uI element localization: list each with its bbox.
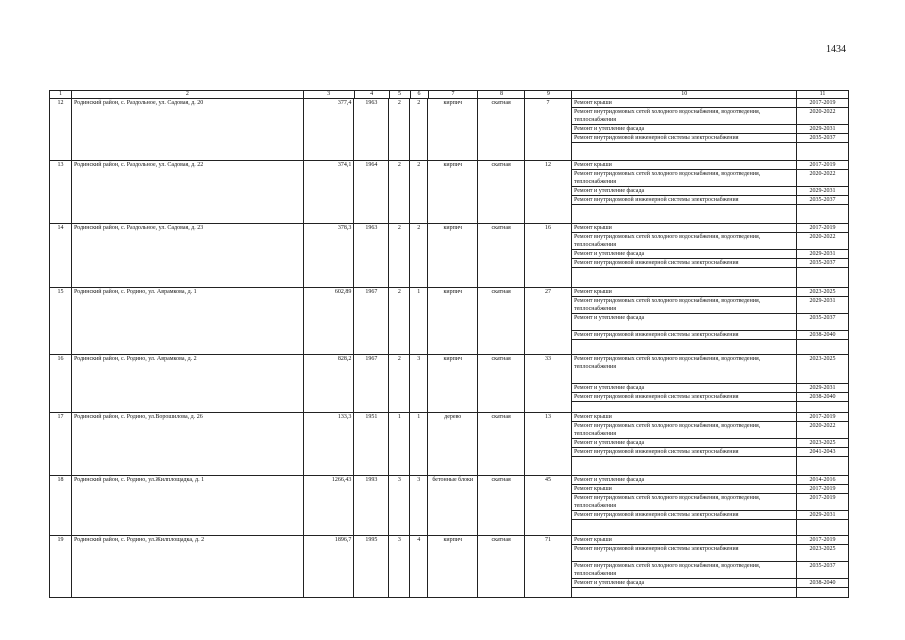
work-period: 2023-2025: [797, 355, 849, 384]
work-period: 2029-2031: [797, 511, 849, 520]
work-item: [572, 224, 849, 233]
year-built-cell: 1964: [354, 161, 389, 224]
work-period: 2020-2022: [797, 233, 849, 250]
residents-cell: 16: [525, 224, 572, 288]
header-cell: 11: [797, 91, 849, 99]
entrances-cell: 1: [410, 413, 428, 476]
roof-type-cell: скатная: [478, 99, 525, 161]
work-period: 2017-2019: [797, 161, 849, 170]
work-period: 2023-2025: [797, 545, 849, 562]
blank-spacer: [572, 340, 849, 355]
residents-cell: 45: [525, 476, 572, 536]
work-item: [572, 250, 849, 259]
works-list: [572, 536, 849, 598]
blank-spacer: [572, 268, 849, 288]
work-item: [572, 187, 849, 196]
floors-cell: 2: [389, 161, 410, 224]
work-item: [572, 579, 849, 588]
table-row: [50, 476, 849, 536]
work-type: Ремонт крыши: [572, 485, 797, 494]
work-type: Ремонт и утепление фасада: [572, 579, 797, 588]
work-item: [572, 134, 849, 143]
work-item: [572, 494, 849, 511]
row-number: 18: [50, 476, 72, 536]
work-type: Ремонт внутридомовой инженерной системы электроснабжения: [572, 448, 797, 457]
header-cell: 5: [390, 91, 411, 99]
residents-cell: 71: [525, 536, 572, 598]
area-cell: 378,3: [304, 224, 355, 288]
address-cell: Родинский район, с. Раздольное, ул. Садовая, д. 23: [72, 224, 304, 288]
wall-material-cell: бетонные блоки: [428, 476, 478, 536]
work-type: Ремонт и утепление фасада: [572, 476, 797, 485]
blank-spacer: [572, 205, 849, 224]
floors-cell: 3: [389, 536, 410, 598]
works-list: [572, 288, 849, 355]
work-type: Ремонт внутридомовых сетей холодного водоснабжения, водоотведения, теплоснабжения: [572, 494, 797, 511]
work-item: [572, 331, 849, 340]
work-item: [572, 545, 849, 562]
work-period: 2020-2022: [797, 108, 849, 125]
address-cell: Родинский район, с. Родино, ул. Аврамкова, д. 1: [72, 288, 304, 355]
area-cell: 1896,7: [304, 536, 355, 598]
year-built-cell: 1967: [354, 288, 389, 355]
year-built-cell: 1963: [354, 224, 389, 288]
work-type: Ремонт внутридомовых сетей холодного водоснабжения, водоотведения, теплоснабжения: [572, 297, 797, 314]
table-row: [50, 161, 849, 224]
work-type: Ремонт внутридомовых сетей холодного водоснабжения, водоотведения, теплоснабжения: [572, 562, 797, 579]
work-type: Ремонт внутридомовой инженерной системы электроснабжения: [572, 196, 797, 205]
roof-type-cell: скатная: [478, 224, 525, 288]
work-item: [572, 485, 849, 494]
works-list: [572, 224, 849, 288]
floors-cell: 2: [389, 99, 410, 161]
roof-type-cell: скатная: [478, 355, 525, 413]
floors-cell: 2: [389, 288, 410, 355]
work-period: 2023-2025: [797, 288, 849, 297]
work-period: 2035-2037: [797, 562, 849, 579]
work-period: 2029-2031: [797, 187, 849, 196]
work-period: 2017-2019: [797, 494, 849, 511]
address-cell: Родинский район, с. Родино, ул.Жилплощадка, д. 1: [72, 476, 304, 536]
work-item: [572, 562, 849, 579]
entrances-cell: 2: [410, 99, 428, 161]
work-item: [572, 125, 849, 134]
work-period: 2041-2043: [797, 448, 849, 457]
entrances-cell: 3: [410, 476, 428, 536]
area-cell: 374,1: [304, 161, 355, 224]
wall-material-cell: кирпич: [428, 224, 478, 288]
works-list: [572, 476, 849, 536]
area-cell: 133,3: [304, 413, 355, 476]
work-type: Ремонт внутридомовой инженерной системы электроснабжения: [572, 511, 797, 520]
works-list: [572, 355, 849, 413]
work-type: Ремонт крыши: [572, 536, 797, 545]
work-period: 2029-2031: [797, 384, 849, 393]
work-period: 2029-2031: [797, 297, 849, 314]
year-built-cell: 1993: [354, 476, 389, 536]
header-cell: 6: [411, 91, 429, 99]
work-period: 2023-2025: [797, 439, 849, 448]
residents-cell: 33: [525, 355, 572, 413]
year-built-cell: 1995: [354, 536, 389, 598]
work-item: [572, 233, 849, 250]
residents-cell: 7: [525, 99, 572, 161]
work-type: Ремонт крыши: [572, 224, 797, 233]
wall-material-cell: кирпич: [428, 161, 478, 224]
work-period: 2017-2019: [797, 413, 849, 422]
work-period: 2035-2037: [797, 196, 849, 205]
work-type: Ремонт и утепление фасада: [572, 187, 797, 196]
work-type: Ремонт и утепление фасада: [572, 314, 797, 331]
work-item: [572, 161, 849, 170]
blank-spacer: [572, 457, 849, 476]
repair-schedule-table: [49, 90, 849, 598]
work-period: 2029-2031: [797, 125, 849, 134]
work-item: [572, 288, 849, 297]
work-item: [572, 384, 849, 393]
year-built-cell: 1951: [354, 413, 389, 476]
work-period: 2020-2022: [797, 422, 849, 439]
work-type: Ремонт крыши: [572, 99, 797, 108]
work-type: Ремонт внутридомовых сетей холодного водоснабжения, водоотведения, теплоснабжения: [572, 355, 797, 384]
floors-cell: 1: [389, 413, 410, 476]
work-type: Ремонт внутридомовых сетей холодного водоснабжения, водоотведения, теплоснабжения: [572, 233, 797, 250]
entrances-cell: 2: [410, 161, 428, 224]
work-item: [572, 314, 849, 331]
wall-material-cell: кирпич: [428, 99, 478, 161]
row-number: 14: [50, 224, 72, 288]
table-row: [50, 413, 849, 476]
wall-material-cell: кирпич: [428, 536, 478, 598]
works-list: [572, 413, 849, 476]
address-cell: Родинский район, с. Раздольное, ул. Садовая, д. 22: [72, 161, 304, 224]
work-item: [572, 297, 849, 314]
address-cell: Родинский район, с. Родино, ул. Аврамкова, д. 2: [72, 355, 304, 413]
wall-material-cell: дерево: [428, 413, 478, 476]
header-cell: 3: [304, 91, 355, 99]
work-period: 2038-2040: [797, 393, 849, 402]
address-cell: Родинский район, с. Раздольное, ул. Садовая, д. 20: [72, 99, 304, 161]
work-item: [572, 413, 849, 422]
work-period: 2020-2022: [797, 170, 849, 187]
area-cell: 602,89: [304, 288, 355, 355]
roof-type-cell: скатная: [478, 288, 525, 355]
row-number: 19: [50, 536, 72, 598]
row-number: 13: [50, 161, 72, 224]
work-type: Ремонт крыши: [572, 161, 797, 170]
wall-material-cell: кирпич: [428, 355, 478, 413]
header-cell: 4: [355, 91, 390, 99]
work-type: Ремонт и утепление фасада: [572, 250, 797, 259]
work-type: Ремонт и утепление фасада: [572, 125, 797, 134]
blank-spacer: [572, 520, 849, 536]
area-cell: 828,2: [304, 355, 355, 413]
work-type: Ремонт внутридомовой инженерной системы электроснабжения: [572, 545, 797, 562]
work-item: [572, 511, 849, 520]
work-item: [572, 393, 849, 402]
work-item: [572, 355, 849, 384]
header-cell: 7: [429, 91, 479, 99]
row-number: 12: [50, 99, 72, 161]
work-type: Ремонт внутридомовых сетей холодного водоснабжения, водоотведения, теплоснабжения: [572, 108, 797, 125]
page-number: 1434: [826, 44, 846, 55]
work-period: 2017-2019: [797, 99, 849, 108]
table-row: [50, 99, 849, 161]
floors-cell: 2: [389, 224, 410, 288]
wall-material-cell: кирпич: [428, 288, 478, 355]
work-type: Ремонт внутридомовой инженерной системы электроснабжения: [572, 393, 797, 402]
work-item: [572, 99, 849, 108]
work-item: [572, 439, 849, 448]
work-period: 2017-2019: [797, 224, 849, 233]
work-period: 2017-2019: [797, 536, 849, 545]
work-type: Ремонт и утепление фасада: [572, 439, 797, 448]
blank-spacer: [572, 402, 849, 413]
header-cell: 10: [572, 91, 797, 99]
work-item: [572, 422, 849, 439]
work-type: Ремонт внутридомовой инженерной системы электроснабжения: [572, 331, 797, 340]
year-built-cell: 1963: [354, 99, 389, 161]
row-number: 16: [50, 355, 72, 413]
work-period: 2035-2037: [797, 314, 849, 331]
address-cell: Родинский район, с. Родино, ул.Ворошилова, д. 26: [72, 413, 304, 476]
entrances-cell: 3: [410, 355, 428, 413]
floors-cell: 3: [389, 476, 410, 536]
header-cell: 1: [50, 91, 72, 99]
blank-spacer: [572, 143, 849, 161]
header-cell: 8: [478, 91, 525, 99]
work-type: Ремонт внутридомовой инженерной системы электроснабжения: [572, 134, 797, 143]
table-row: [50, 224, 849, 288]
work-type: Ремонт крыши: [572, 413, 797, 422]
works-list: [572, 161, 849, 224]
work-type: Ремонт и утепление фасада: [572, 384, 797, 393]
area-cell: 377,4: [304, 99, 355, 161]
entrances-cell: 4: [410, 536, 428, 598]
roof-type-cell: скатная: [478, 161, 525, 224]
header-cell: 2: [72, 91, 304, 99]
table-row: [50, 355, 849, 413]
entrances-cell: 2: [410, 224, 428, 288]
entrances-cell: 1: [410, 288, 428, 355]
work-type: Ремонт внутридомовых сетей холодного водоснабжения, водоотведения, теплоснабжения: [572, 422, 797, 439]
year-built-cell: 1967: [354, 355, 389, 413]
work-item: [572, 170, 849, 187]
header-cell: 9: [525, 91, 572, 99]
floors-cell: 2: [389, 355, 410, 413]
work-item: [572, 448, 849, 457]
table-row: [50, 288, 849, 355]
address-cell: Родинский район, с. Родино, ул.Жилплощадка, д. 2: [72, 536, 304, 598]
work-period: 2035-2037: [797, 134, 849, 143]
work-period: 2038-2040: [797, 579, 849, 588]
work-period: 2029-2031: [797, 250, 849, 259]
work-period: 2038-2040: [797, 331, 849, 340]
area-cell: 1266,43: [304, 476, 355, 536]
blank-spacer: [572, 588, 849, 598]
roof-type-cell: скатная: [478, 536, 525, 598]
residents-cell: 13: [525, 413, 572, 476]
row-number: 15: [50, 288, 72, 355]
work-item: [572, 476, 849, 485]
table-header-row: [50, 91, 849, 99]
work-item: [572, 108, 849, 125]
work-period: 2014-2016: [797, 476, 849, 485]
row-number: 17: [50, 413, 72, 476]
works-list: [572, 99, 849, 161]
work-period: 2035-2037: [797, 259, 849, 268]
work-period: 2017-2019: [797, 485, 849, 494]
residents-cell: 27: [525, 288, 572, 355]
roof-type-cell: скатная: [478, 413, 525, 476]
work-type: Ремонт крыши: [572, 288, 797, 297]
work-item: [572, 196, 849, 205]
work-item: [572, 259, 849, 268]
work-type: Ремонт внутридомовой инженерной системы электроснабжения: [572, 259, 797, 268]
work-item: [572, 536, 849, 545]
table-row: [50, 536, 849, 598]
work-type: Ремонт внутридомовых сетей холодного водоснабжения, водоотведения, теплоснабжения: [572, 170, 797, 187]
residents-cell: 12: [525, 161, 572, 224]
roof-type-cell: скатная: [478, 476, 525, 536]
